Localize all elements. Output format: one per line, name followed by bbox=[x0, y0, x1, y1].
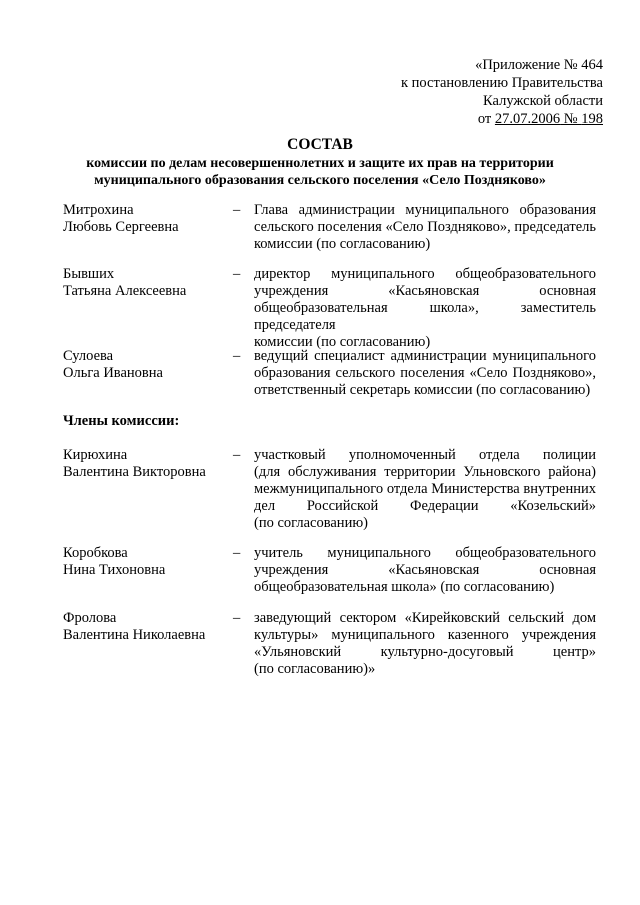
annex-date-prefix: от bbox=[477, 111, 495, 127]
entry-dash: – bbox=[233, 266, 241, 282]
member-description bbox=[254, 266, 596, 351]
member-surname: Бывших bbox=[63, 266, 115, 282]
member-description bbox=[254, 348, 596, 399]
member-surname: Кирюхина bbox=[63, 447, 128, 463]
member-name bbox=[63, 202, 228, 236]
description-line: участковый уполномоченный отдела полиции bbox=[254, 447, 596, 463]
description-line: (по согласованию) bbox=[254, 515, 368, 531]
member-name bbox=[63, 545, 228, 579]
member-given-name: Валентина Викторовна bbox=[63, 464, 206, 480]
entry-dash: – bbox=[233, 447, 241, 463]
description-line: (для обслуживания территории Ульновского района) bbox=[254, 464, 596, 480]
entry-dash: – bbox=[233, 545, 241, 561]
annex-date: 27.07.2006 bbox=[494, 111, 561, 127]
member-description bbox=[254, 202, 596, 253]
document-subtitle-line-2: муниципального образования сельского поселения «Село Поздняково» bbox=[94, 173, 546, 188]
description-line: межмуниципального отдела Министерства внутренних bbox=[254, 481, 596, 497]
member-description bbox=[254, 545, 596, 596]
member-surname: Сулоева bbox=[63, 348, 114, 364]
entry-dash: – bbox=[233, 202, 241, 218]
annex-block bbox=[401, 56, 603, 128]
member-given-name: Татьяна Алексеевна bbox=[63, 283, 187, 299]
member-name bbox=[63, 610, 228, 644]
member-description bbox=[254, 447, 596, 532]
member-name bbox=[63, 447, 228, 481]
entry-dash: – bbox=[233, 610, 241, 626]
annex-line-2: к постановлению Правительства bbox=[401, 75, 603, 91]
member-surname: Фролова bbox=[63, 610, 117, 626]
annex-number-sign: № bbox=[560, 111, 582, 127]
member-description bbox=[254, 610, 596, 678]
description-line: (по согласованию)» bbox=[254, 661, 376, 677]
description-line: сельского поселения «Село Поздняково», председатель bbox=[254, 219, 596, 235]
description-line: заведующий сектором «Кирейковский сельский дом bbox=[254, 610, 596, 626]
description-line: учреждения «Касьяновская основная bbox=[254, 562, 596, 578]
member-surname: Коробкова bbox=[63, 545, 128, 561]
description-line: директор муниципального общеобразовательного bbox=[254, 266, 596, 282]
member-name bbox=[63, 348, 228, 382]
member-given-name: Нина Тихоновна bbox=[63, 562, 166, 578]
description-line: комиссии (по согласованию) bbox=[254, 334, 431, 350]
annex-line-4 bbox=[401, 110, 603, 128]
description-line: общеобразовательная школа» (по согласованию) bbox=[254, 579, 555, 595]
member-name bbox=[63, 266, 228, 300]
document-subtitle-line-1: комиссии по делам несовершеннолетних и защите их прав на территории bbox=[86, 156, 554, 171]
description-line: культуры» муниципального казенного учреждения bbox=[254, 627, 596, 643]
document-title: СОСТАВ bbox=[287, 136, 353, 153]
annex-line-3: Калужской области bbox=[483, 93, 603, 109]
entry-dash: – bbox=[233, 348, 241, 364]
members-heading: Члены комиссии: bbox=[63, 413, 180, 429]
member-given-name: Любовь Сергеевна bbox=[63, 219, 179, 235]
description-line: ведущий специалист администрации муниципального bbox=[254, 348, 596, 364]
description-line: образования сельского поселения «Село Поздняково», bbox=[254, 365, 596, 381]
description-line: учитель муниципального общеобразовательного bbox=[254, 545, 596, 561]
description-line: ответственный секретарь комиссии (по согласованию) bbox=[254, 382, 591, 398]
member-surname: Митрохина bbox=[63, 202, 134, 218]
description-line: общеобразовательная школа», заместитель председателя bbox=[254, 300, 596, 333]
description-line: учреждения «Касьяновская основная bbox=[254, 283, 596, 299]
document-heading bbox=[0, 135, 640, 189]
annex-number: 198 bbox=[581, 111, 603, 127]
description-line: комиссии (по согласованию) bbox=[254, 236, 431, 252]
annex-line-1: «Приложение № 464 bbox=[475, 57, 603, 73]
member-given-name: Валентина Николаевна bbox=[63, 627, 206, 643]
description-line: «Ульяновский культурно-досуговый центр» bbox=[254, 644, 596, 660]
member-given-name: Ольга Ивановна bbox=[63, 365, 163, 381]
description-line: Глава администрации муниципального образования bbox=[254, 202, 596, 218]
description-line: дел Российской Федерации «Козельский» bbox=[254, 498, 596, 514]
